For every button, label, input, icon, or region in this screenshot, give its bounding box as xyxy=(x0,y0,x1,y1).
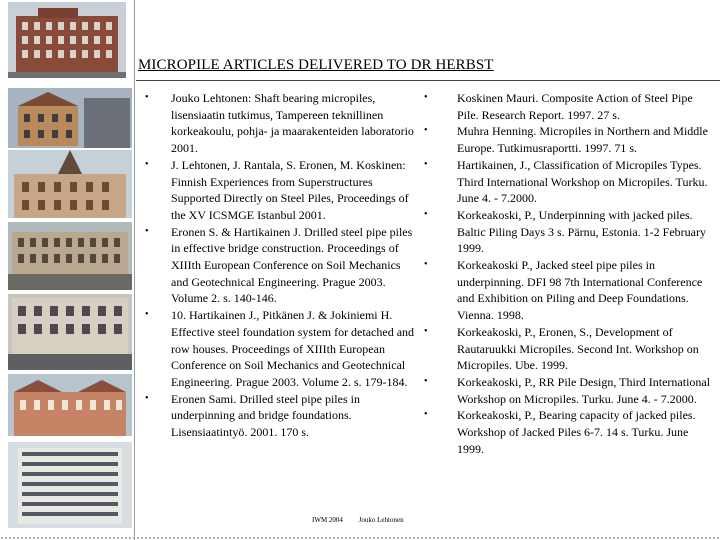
bullet-icon: • xyxy=(145,225,149,237)
list-item: • Hartikainen, J., Classification of Micropiles Types. Third International Workshop on Micropiles. Turku. June 4. - 7.2000. xyxy=(424,157,708,206)
bullet-icon: • xyxy=(424,158,428,170)
bullet-icon: • xyxy=(424,409,428,421)
list-item: • Eronen S. & Hartikainen J. Drilled steel pipe piles in effective bridge construction. Proceedings of XIIIth European Conference on Soil Mechanics and Geotechnical Engineering. Prague 2003. Volume 2. s. 140-146. xyxy=(145,224,413,306)
slide-footer xyxy=(312,516,418,524)
bullet-icon: • xyxy=(145,92,149,103)
list-item: • J. Lehtonen, J. Rantala, S. Eronen, M. Koskinen: Finnish Experiences from Superstructures Supported Directly on Steel Piles, Proceedings of the XV ICSMGE Istanbul 2001. xyxy=(145,157,409,222)
building-photo-6 xyxy=(8,374,132,436)
list-item: • Koskinen Mauri. Composite Action of Steel Pipe Pile. Research Report. 1997. 27 s. xyxy=(424,91,693,122)
bullet-icon: • xyxy=(145,392,149,404)
list-item: • Korkeakoski, P., Underpinning with jacked piles. Baltic Piling Days 3 s. Pärnu, Estonia. 1-2 February 1999. xyxy=(424,207,706,256)
footer-event: IWM 2004 xyxy=(312,516,343,524)
bullet-icon: • xyxy=(424,208,428,220)
bottom-dotted-border xyxy=(0,536,720,540)
bullet-icon: • xyxy=(424,375,428,387)
bullet-icon: • xyxy=(424,125,428,137)
building-photo-4 xyxy=(8,222,132,290)
list-item: • Korkeakoski, P., RR Pile Design, Third International Workshop on Micropiles. Turku. June 4. - 7.2000. xyxy=(424,374,711,406)
footer-author: Jouko Lehtonen xyxy=(358,516,404,524)
bullet-icon: • xyxy=(424,325,428,337)
list-item: • Korkeakoski, P., Bearing capacity of jacked piles. Workshop of Jacked Piles 6-7. 14 s. Turku. June 1999. xyxy=(424,408,696,456)
vertical-divider xyxy=(134,0,135,540)
building-photo-7 xyxy=(8,442,132,528)
bullet-icon: • xyxy=(145,158,149,170)
list-item: • 10. Hartikainen J., Pitkänen J. & Jokiniemi H. Effective steel foundation system for detached and row houses. Proceedings of XIIIth European Conference on Soil Mechanics and Geotechnical Engineering. Prague 2003. Volume 2. s. 179-184. xyxy=(145,308,415,389)
building-photo-1 xyxy=(8,2,126,78)
building-photo-5 xyxy=(8,294,132,370)
building-photo-3 xyxy=(8,150,132,218)
list-item: • Korkeakoski P., Jacked steel pipe piles in underpinning. DFI 98 7th International Conference and Exhibition on Piling and Deep Foundations. Vienna. 1998. xyxy=(424,258,703,323)
title-underline-rule xyxy=(136,80,720,81)
left-reference-list xyxy=(145,90,417,441)
right-reference-list xyxy=(424,90,714,457)
list-item: • Jouko Lehtonen: Shaft bearing micropiles, lisensiaatin tutkimus, Tampereen teknillinen korkeakoulu, pohja- ja maarakenteiden laboratorio 2001. xyxy=(145,91,414,156)
list-item: • Muhra Henning. Micropiles in Northern and Middle Europe. Tutkimusraportti. 1997. 71 s. xyxy=(424,124,708,156)
building-photo-2 xyxy=(8,88,132,148)
bullet-icon: • xyxy=(424,259,428,271)
bullet-icon: • xyxy=(424,92,428,103)
slide-title: MICROPILE ARTICLES DELIVERED TO DR HERBST xyxy=(138,57,494,73)
bullet-icon: • xyxy=(145,309,149,321)
list-item: • Eronen Sami. Drilled steel pipe piles in underpinning and bridge foundations. Lisensiaatintyö. 2001. 170 s. xyxy=(145,391,360,440)
list-item: • Korkeakoski, P., Eronen, S., Development of Rautaruukki Micropiles. Second Int. Workshop on Micropiles. Ube. 1999. xyxy=(424,324,699,373)
photo-strip xyxy=(0,0,134,540)
